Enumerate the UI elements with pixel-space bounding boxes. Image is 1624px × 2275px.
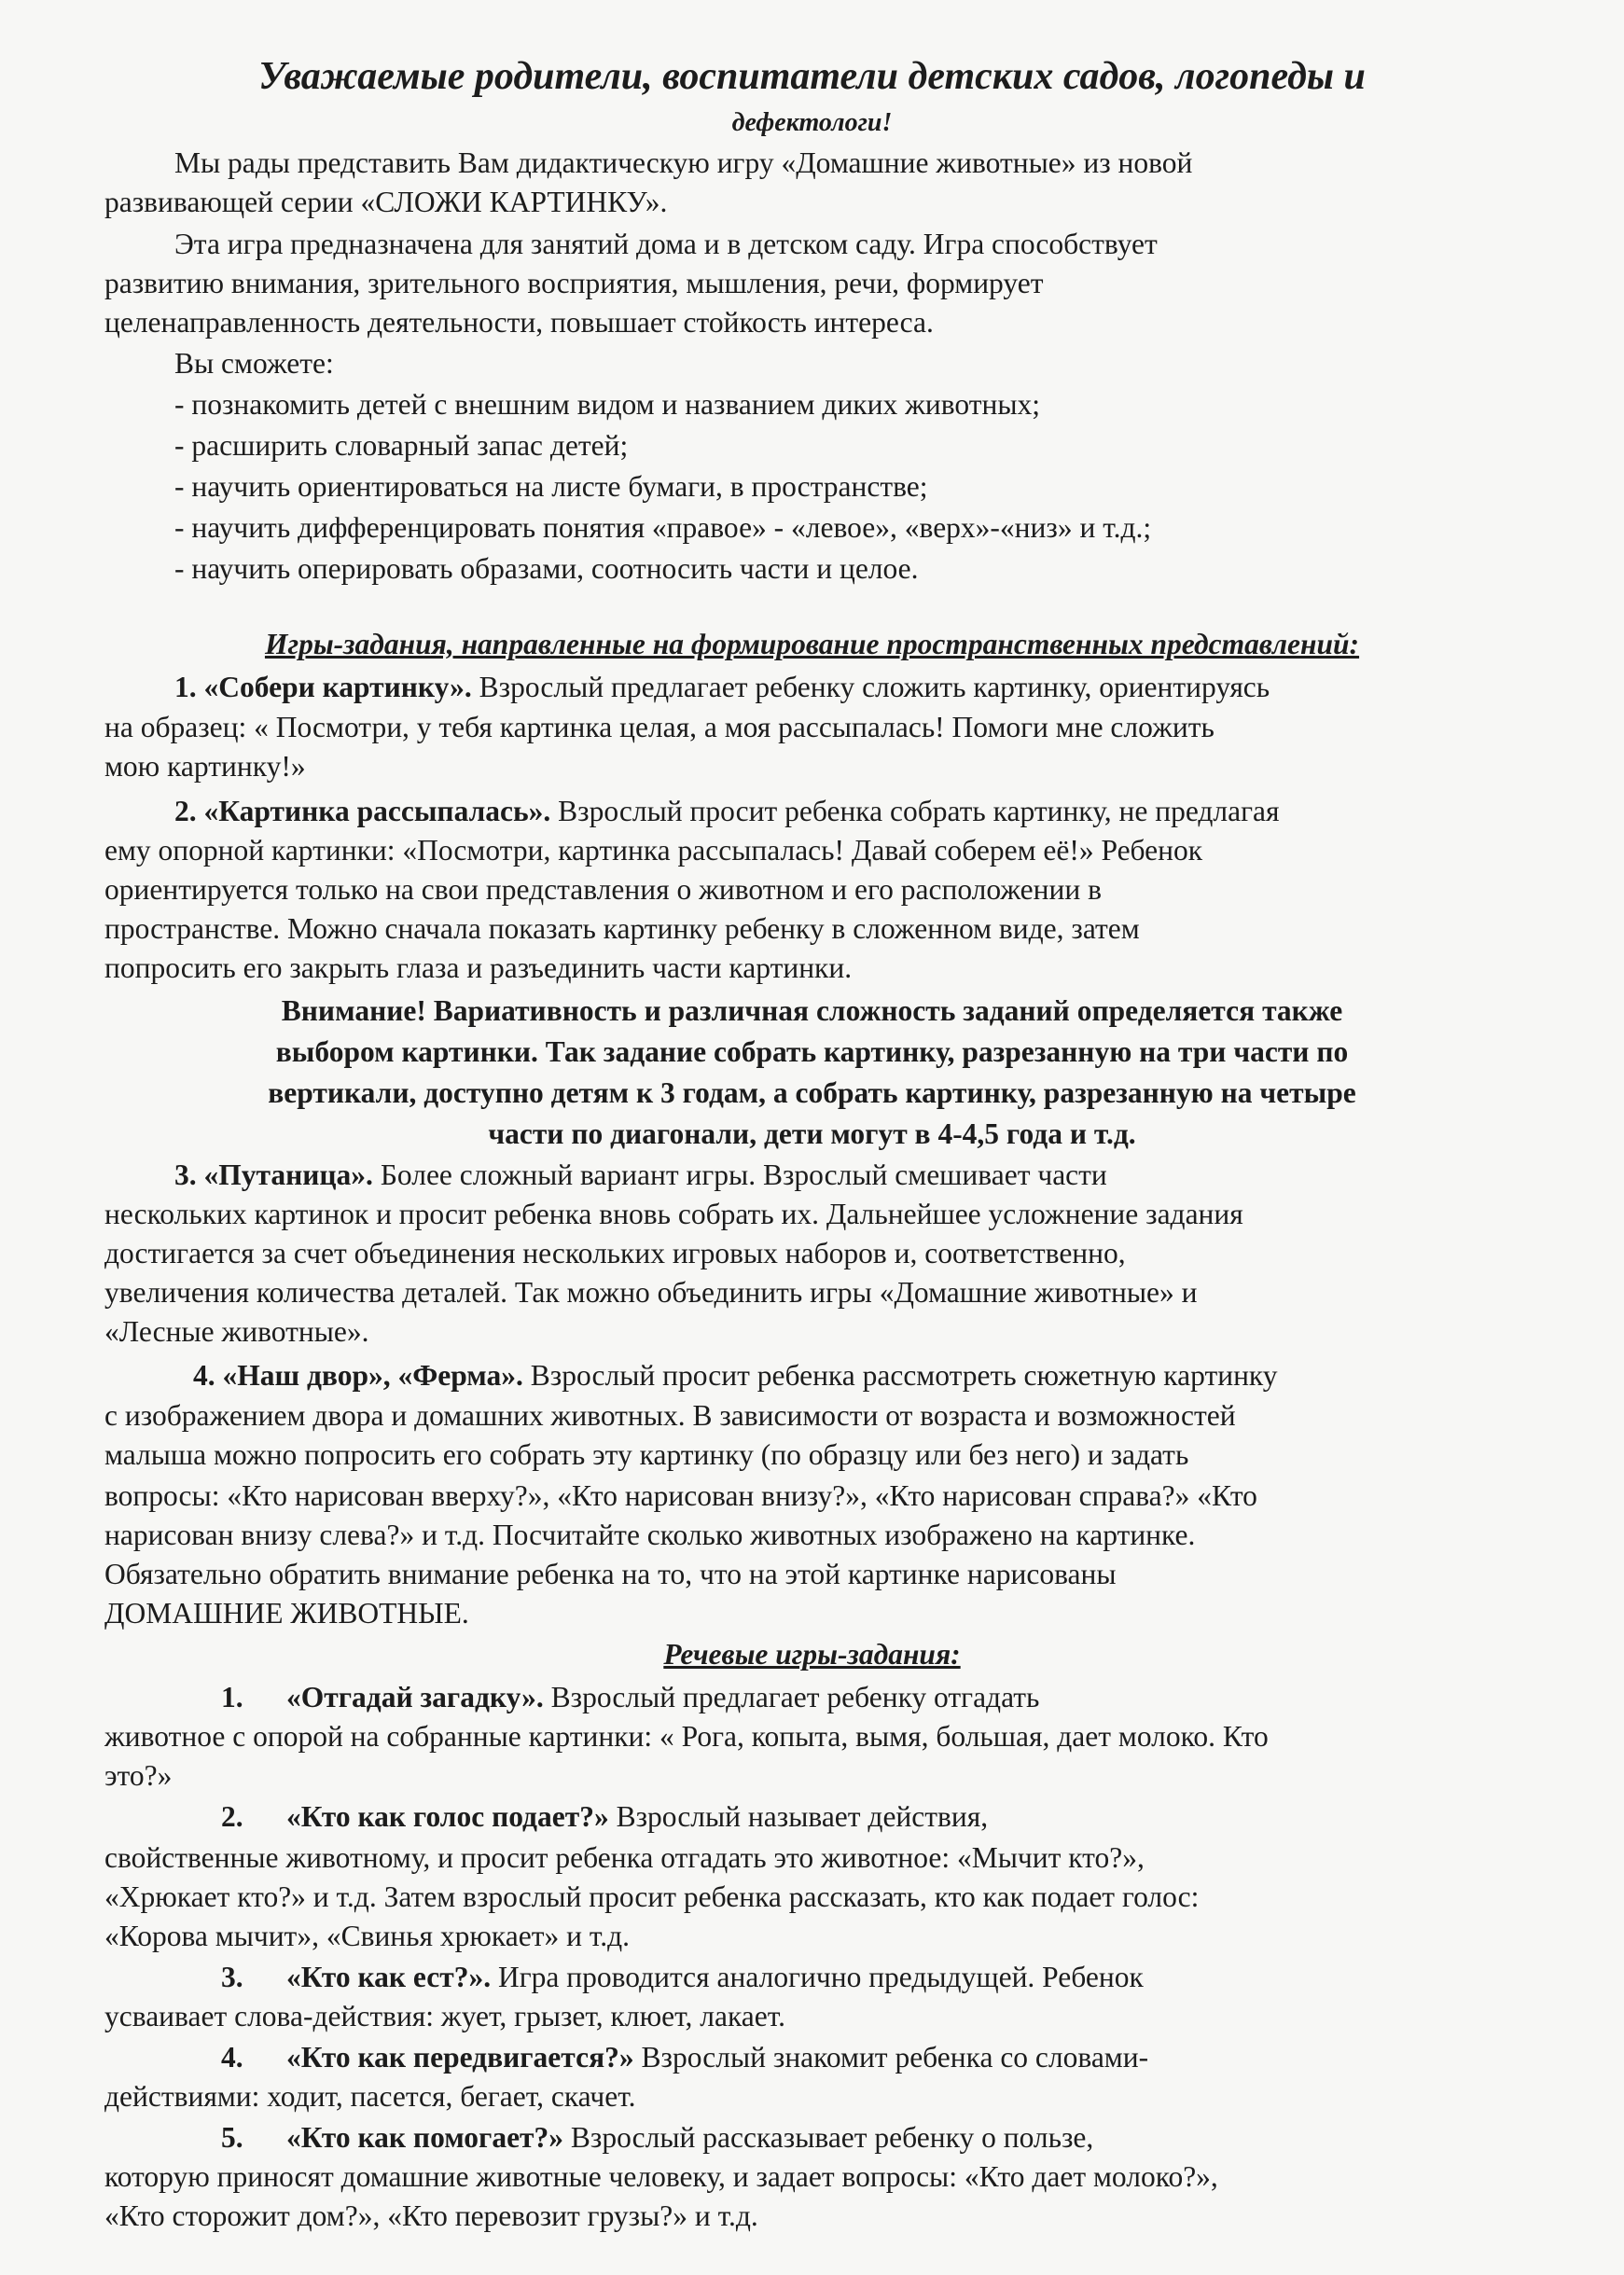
intro-line: Мы рады представить Вам дидактическую игру «Домашние животные» из новой xyxy=(174,146,1193,179)
speech-game-line xyxy=(221,1679,1039,1716)
page-title: Уважаемые родители, воспитатели детских садов, логопеды и xyxy=(258,55,1366,98)
speech-game-line: это?» xyxy=(104,1759,173,1792)
game-text: Взрослый знакомит ребенка со словами- xyxy=(633,2041,1149,2074)
game-line xyxy=(174,669,1270,706)
game-line: ориентируется только на свои представления о животном и его расположении в xyxy=(104,873,1102,906)
game-line: ДОМАШНИЕ ЖИВОТНЫЕ. xyxy=(104,1597,469,1630)
game-line: малыша можно попросить его собрать эту картинку (по образцу или без него) и задать xyxy=(104,1438,1189,1471)
game-line xyxy=(174,793,1280,830)
attention-note: части по диагонали, дети могут в 4-4,5 года и т.д. xyxy=(488,1117,1136,1150)
game-text: Взрослый называет действия, xyxy=(608,1800,989,1833)
speech-game-line: животное с опорой на собранные картинки: « Рога, копыта, вымя, большая, дает молоко. Кто xyxy=(104,1720,1269,1753)
item-number: 2. xyxy=(221,1800,243,1833)
item-number: 4. xyxy=(221,2041,243,2074)
list-item: - научить ориентироваться на листе бумаги, в пространстве; xyxy=(174,470,928,503)
speech-game-line xyxy=(221,2119,1093,2157)
game-text: Взрослый просит ребенка собрать картинку, не предлагая xyxy=(550,795,1280,827)
game-line: ему опорной картинки: «Посмотри, картинка рассыпалась! Давай соберем её!» Ребенок xyxy=(104,834,1203,867)
item-number: 1. xyxy=(221,1681,243,1713)
game-title: 3. «Путаница». xyxy=(174,1158,373,1191)
section-heading: Игры-задания, направленные на формирование пространственных представлений: xyxy=(264,628,1360,660)
game-title: 1. «Собери картинку». xyxy=(174,671,472,703)
game-title: 4. «Наш двор», «Ферма». xyxy=(193,1359,523,1392)
game-text: Взрослый просит ребенка рассмотреть сюжетную картинку xyxy=(522,1359,1278,1392)
page-title-continuation: дефектологи! xyxy=(731,108,893,137)
section-heading: Речевые игры-задания: xyxy=(663,1638,961,1671)
game-line: нескольких картинок и просит ребенка вновь собрать их. Дальнейшее усложнение задания xyxy=(104,1198,1243,1230)
game-line: вопросы: «Кто нарисован вверху?», «Кто нарисован внизу?», «Кто нарисован справа?» «Кто xyxy=(104,1479,1257,1512)
game-line: мою картинку!» xyxy=(104,750,306,783)
game-text: Взрослый предлагает ребенку отгадать xyxy=(543,1681,1040,1713)
game-line: Обязательно обратить внимание ребенка на то, что на этой картинке нарисованы xyxy=(104,1558,1117,1590)
speech-game-line: «Корова мычит», «Свинья хрюкает» и т.д. xyxy=(104,1920,631,1952)
game-line: увеличения количества деталей. Так можно объединить игры «Домашние животные» и xyxy=(104,1276,1198,1309)
item-number: 3. xyxy=(221,1961,243,1993)
speech-game-line xyxy=(221,1798,988,1836)
list-item: - расширить словарный запас детей; xyxy=(174,429,629,462)
item-number: 5. xyxy=(221,2121,243,2154)
game-line xyxy=(174,1157,1107,1194)
speech-game-line: свойственные животному, и просит ребенка отгадать это животное: «Мычит кто?», xyxy=(104,1841,1145,1874)
game-text: Игра проводится аналогично предыдущей. Ребенок xyxy=(491,1961,1144,1993)
game-line: на образец: « Посмотри, у тебя картинка целая, а моя рассыпалась! Помоги мне сложить xyxy=(104,711,1215,743)
list-item: - научить оперировать образами, соотносить части и целое. xyxy=(174,552,919,585)
intro-line: Эта игра предназначена для занятий дома и в детском саду. Игра способствует xyxy=(174,228,1158,260)
speech-game-line xyxy=(221,2039,1148,2076)
game-line xyxy=(193,1357,1278,1394)
list-item: - познакомить детей с внешним видом и названием диких животных; xyxy=(174,388,1040,421)
game-title: «Отгадай загадку». xyxy=(286,1681,544,1713)
attention-note: Внимание! Вариативность и различная сложность заданий определяется также xyxy=(281,994,1343,1027)
intro-line: целенаправленность деятельности, повышает стойкость интереса. xyxy=(104,306,934,339)
game-title: 2. «Картинка рассыпалась». xyxy=(174,795,551,827)
game-title: «Кто как голос подает?» xyxy=(286,1800,609,1833)
game-line: нарисован внизу слева?» и т.д. Посчитайте сколько животных изображено на картинке. xyxy=(104,1519,1196,1551)
game-title: «Кто как помогает?» xyxy=(286,2121,564,2154)
attention-note: выбором картинки. Так задание собрать картинку, разрезанную на три части по xyxy=(275,1035,1349,1068)
speech-game-line: которую приносят домашние животные человеку, и задает вопросы: «Кто дает молоко?», xyxy=(104,2160,1218,2193)
game-title: «Кто как ест?». xyxy=(286,1961,492,1993)
game-line: «Лесные животные». xyxy=(104,1315,369,1348)
intro-line: Вы сможете: xyxy=(174,347,334,380)
game-line: попросить его закрыть глаза и разъединить части картинки. xyxy=(104,951,853,984)
game-text: Более сложный вариант игры. Взрослый смешивает части xyxy=(372,1158,1107,1191)
attention-note: вертикали, доступно детям к 3 годам, а собрать картинку, разрезанную на четыре xyxy=(268,1076,1356,1109)
speech-game-line xyxy=(221,1959,1144,1996)
intro-line: развивающей серии «СЛОЖИ КАРТИНКУ». xyxy=(104,186,668,218)
list-item: - научить дифференцировать понятия «правое» - «левое», «верх»-«низ» и т.д.; xyxy=(174,511,1152,544)
game-text: Взрослый рассказывает ребенку о пользе, xyxy=(563,2121,1094,2154)
speech-game-line: «Хрюкает кто?» и т.д. Затем взрослый просит ребенка рассказать, кто как подает голос: xyxy=(104,1880,1200,1913)
speech-game-line: «Кто сторожит дом?», «Кто перевозит грузы?» и т.д. xyxy=(104,2199,758,2232)
game-title: «Кто как передвигается?» xyxy=(286,2041,634,2074)
speech-game-line: действиями: ходит, пасется, бегает, скачет. xyxy=(104,2080,636,2113)
game-line: достигается за счет объединения нескольких игровых наборов и, соответственно, xyxy=(104,1237,1126,1269)
game-line: пространстве. Можно сначала показать картинку ребенку в сложенном виде, затем xyxy=(104,912,1140,945)
speech-game-line: усваивает слова-действия: жует, грызет, клюет, лакает. xyxy=(104,2000,786,2032)
game-line: с изображением двора и домашних животных. В зависимости от возраста и возможностей xyxy=(104,1399,1236,1432)
game-text: Взрослый предлагает ребенку сложить картинку, ориентируясь xyxy=(471,671,1270,703)
intro-line: развитию внимания, зрительного восприятия, мышления, речи, формирует xyxy=(104,267,1044,299)
